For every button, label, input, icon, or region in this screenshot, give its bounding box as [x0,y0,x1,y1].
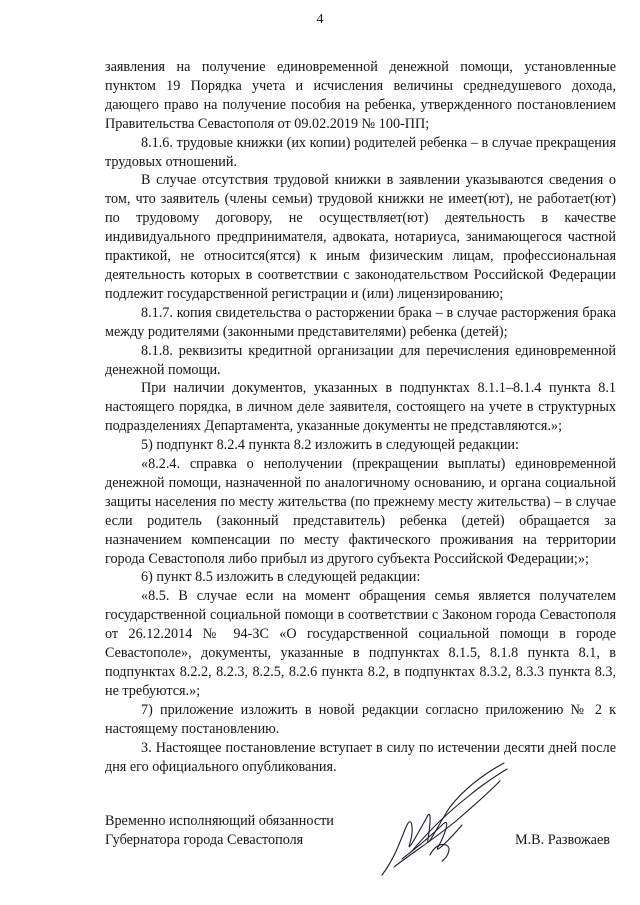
paragraph: 5) подпункт 8.2.4 пункта 8.2 изложить в следующей редакции: [141,437,519,454]
paragraph: 3. Настоящее постановление вступает в силу по истечении десяти дней после дня его официального опубликования. [105,739,616,775]
paragraph: «8.5. В случае если на момент обращения семья является получателем государственной социальной помощи в соответствии с Законом города Севастополя от 26.12.2014 № 94-ЗС «О государственной социальной помощи в городе Севастополе», документы, указанные в подпунктах 8.1.5, 8.1.8 пункта 8.1, в подпунктах 8.2.2, 8.2.3, 8.2.5, 8.2.6 пункта 8.2, в подпунктах 8.3.2, 8.3.3 пункта 8.3, не требуются.»; [105,588,616,699]
signatory-name: М.В. Развожаев [515,832,610,848]
paragraph: «8.2.4. справка о неполучении (прекращении выплаты) единовременной денежной помощи, назначенной по аналогичному основанию, и органа социальной защиты населения по месту жительства (по прежнему месту жительства) – в случае если родитель (законный представитель) ребенка (детей) обращается за назначением компенсации по месту фактического проживания на территории города Севастополя либо прибыл из другого субъекта Российской Федерации;»; [105,456,616,567]
signatory-title-line: Губернатора города Севастополя [105,832,304,848]
paragraph: При наличии документов, указанных в подпунктах 8.1.1–8.1.4 пункта 8.1 настоящего порядка, в личном деле заявителя, состоящего на учете в структурных подразделениях Департамента, указанные документы не представляются.»; [105,380,616,435]
paragraph: 7) приложение изложить в новой редакции согласно приложению № 2 к настоящему постановлению. [105,701,616,737]
paragraph: В случае отсутствия трудовой книжки в заявлении указываются сведения о том, что заявитель (члены семьи) трудовой книжки не имеет(ют), не работает(ют) по трудовому договору, не осуществляет(ют) деятельность в качестве индивидуального предпринимателя, адвоката, нотариуса, занимающегося частной практикой, не относится(ятся) к иным физическим лицам, профессиональная деятельность которых в соответствии с законодательством Российской Федерации подлежит государственной регистрации и (или) лицензированию; [105,172,616,302]
document-body [105,58,616,776]
signatory-title-line: Временно исполняющий обязанности [105,813,334,829]
paragraph: 8.1.8. реквизиты кредитной организации для перечисления единовременной денежной помощи. [105,342,616,378]
paragraph: заявления на получение единовременной денежной помощи, установленные пунктом 19 Порядка учета и исчисления величины среднедушевого дохода, дающего право на получение пособия на ребенка, утвержденного постановлением Правительства Севастополя от 09.02.2019 № 100-ПП; [105,59,616,132]
paragraph: 6) пункт 8.5 изложить в следующей редакции: [141,569,421,586]
paragraph: 8.1.7. копия свидетельства о расторжении брака – в случае расторжения брака между родителями (законными представителями) ребенка (детей); [105,304,616,340]
page-number: 4 [316,12,324,27]
signature-block [105,812,625,850]
paragraph: 8.1.6. трудовые книжки (их копии) родителей ребенка – в случае прекращения трудовых отношений. [105,134,616,170]
